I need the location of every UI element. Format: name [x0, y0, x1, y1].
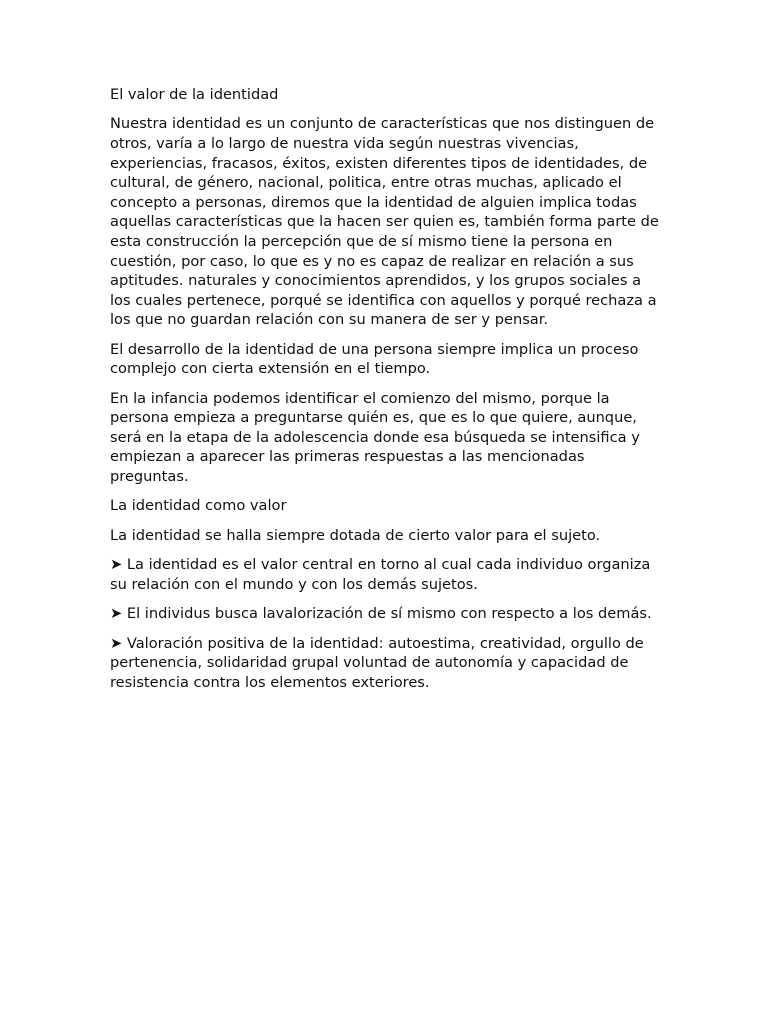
arrow-bullet-icon: ➤ — [110, 634, 123, 652]
document-title: El valor de la identidad — [110, 86, 279, 103]
paragraph-identity-development: El desarrollo de la identidad de una persona siempre implica un proceso complejo con cierta extensión en el tiempo. — [110, 340, 639, 378]
paragraph-childhood: En la infancia podemos identificar el comienzo del mismo, porque la persona empieza a preguntarse quién es, que es lo que quiere, aunque, será en la etapa de la adolescencia donde esa búsqueda se intensifica y empiezan a aparecer las primeras respuestas a las mencionadas preguntas. — [110, 389, 640, 486]
bullet-item — [110, 604, 662, 624]
paragraph-identity-definition: Nuestra identidad es un conjunto de características que nos distinguen de otros, varía a lo largo de nuestra vida según nuestras vivencias, experiencias, fracasos, éxitos, existen diferentes tipos de identidades, de cultural, de género, nacional, politica, entre otras muchas, aplicado el concepto a personas, diremos que la identidad de alguien implica todas aquellas características que la hacen ser quien es, también forma parte de esta construcción la percepción que de sí mismo tiene la persona en cuestión, por caso, lo que es y no es capaz de realizar en relación a sus aptitudes. naturales y conocimientos aprendidos, y los grupos sociales a los cuales pertenece, porqué se identifica con aquellos y porqué rechaza a los que no guardan relación con su manera de ser y pensar. — [110, 115, 659, 329]
bullet-text: Valoración positiva de la identidad: autoestima, creatividad, orgullo de pertenencia, solidaridad grupal voluntad de autonomía y capacidad de resistencia contra los elementos exteriores. — [110, 634, 644, 691]
document-body — [110, 85, 662, 702]
section-subheading: La identidad como valor — [110, 497, 287, 515]
arrow-bullet-icon: ➤ — [110, 605, 123, 623]
arrow-bullet-icon: ➤ — [110, 556, 123, 574]
section-intro: La identidad se halla siempre dotada de cierto valor para el sujeto. — [110, 526, 601, 544]
bullet-item — [110, 634, 662, 693]
bullet-text: El individus busca lavalorización de sí mismo con respecto a los demás. — [126, 605, 652, 623]
bullet-item — [110, 555, 662, 594]
bullet-text: La identidad es el valor central en torno al cual cada individuo organiza su relación con el mundo y con los demás sujetos. — [110, 556, 651, 593]
